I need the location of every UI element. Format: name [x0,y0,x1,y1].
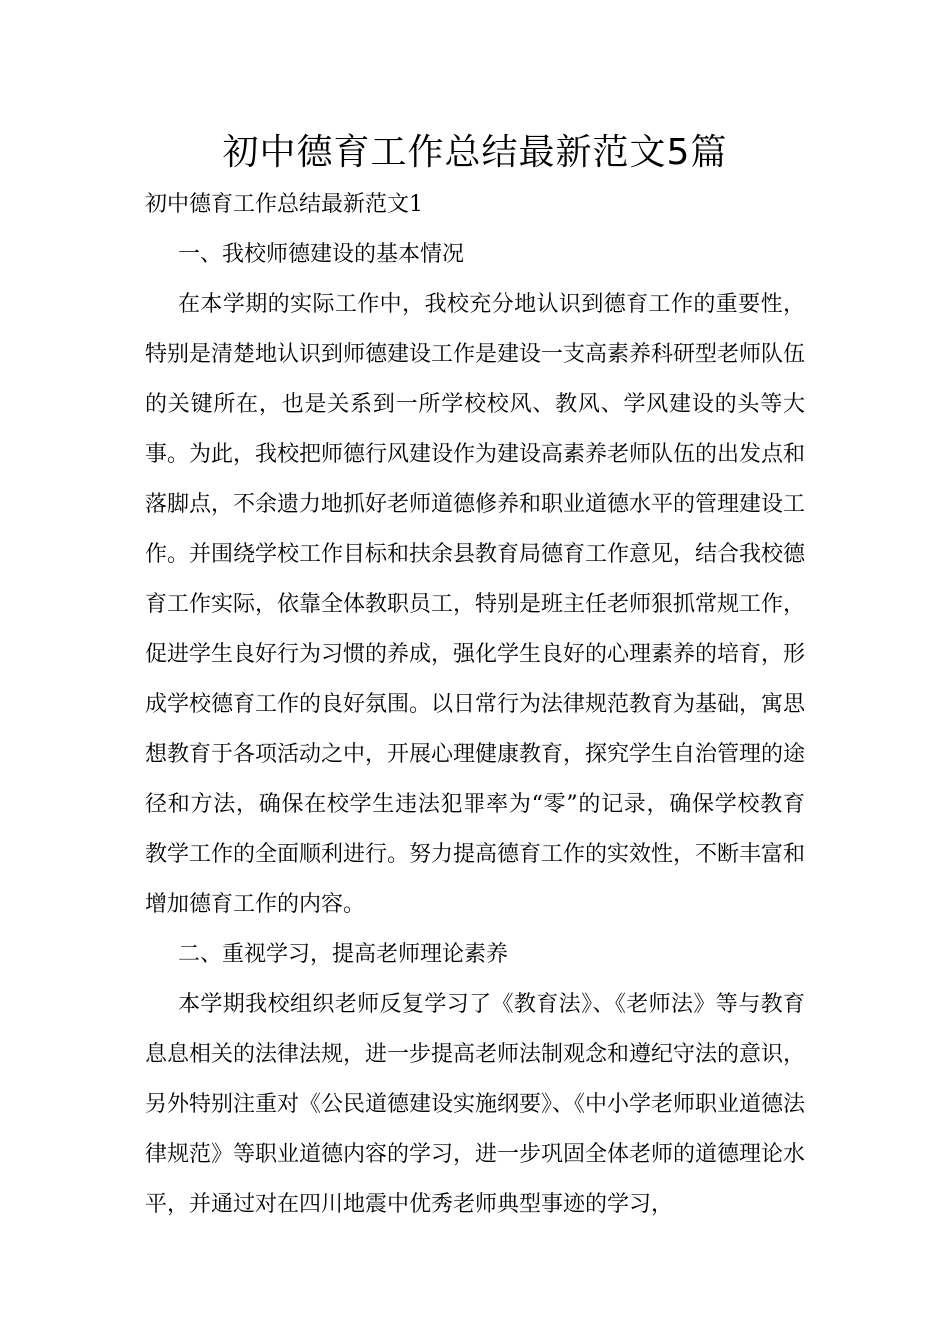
section-heading-1: 一、我校师德建设的基本情况 [178,242,465,267]
document-subtitle: 初中德育工作总结最新范文1 [145,192,423,217]
document-body [145,180,805,1230]
section-heading-2: 二、重视学习，提高老师理论素养 [178,942,509,967]
document-title: 初中德育工作总结最新范文5篇 [222,132,728,173]
section-paragraph-2: 本学期我校组织老师反复学习了《教育法》、《老师法》等与教育息息相关的法律法规，进一步提高老师法制观念和遵纪守法的意识，另外特别注重对《公民道德建设实施纲要》、《中小学老师职业道德法律规范》等职业道德内容的学习，进一步巩固全体老师的道德理论水平，并通过对在四川地震中优秀老师典型事迹的学习， [145,992,806,1217]
section-paragraph-1: 在本学期的实际工作中，我校充分地认识到德育工作的重要性，特别是清楚地认识到师德建设工作是建设一支高素养科研型老师队伍的关键所在，也是关系到一所学校校风、教风、学风建设的头等大事。为此，我校把师德行风建设作为建设高素养老师队伍的出发点和落脚点，不余遗力地抓好老师道德修养和职业道德水平的管理建设工作。并围绕学校工作目标和扶余县教育局德育工作意见，结合我校德育工作实际，依靠全体教职员工，特别是班主任老师狠抓常规工作，促进学生良好行为习惯的养成，强化学生良好的心理素养的培育，形成学校德育工作的良好氛围。以日常行为法律规范教育为基础，寓思想教育于各项活动之中，开展心理健康教育，探究学生自治管理的途径和方法，确保在校学生违法犯罪率为“零”的记录，确保学校教育教学工作的全面顺利进行。努力提高德育工作的实效性，不断丰富和增加德育工作的内容。 [145,292,806,917]
